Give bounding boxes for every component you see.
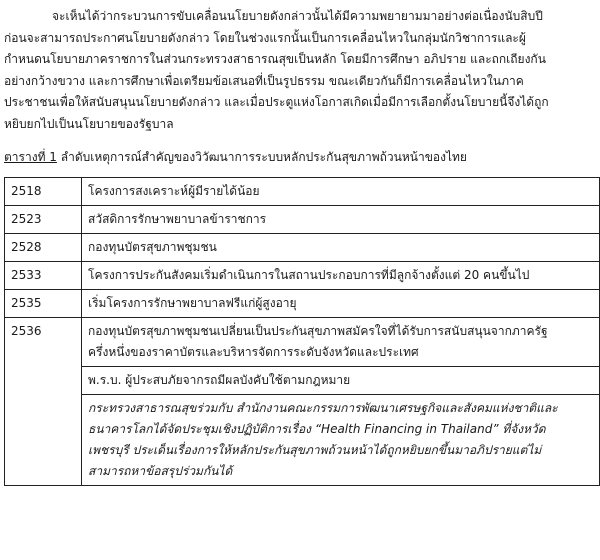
intro-line: ก่อนจะสามารถประกาศนโยบายดังกล่าว โดยในช่วงแรกนั้นเป็นการเคลื่อนไหวในกลุ่มนักวิชาการและผู้ xyxy=(4,30,526,45)
event-cell xyxy=(82,178,600,206)
event-text: โครงการประกันสังคมเริ่มดำเนินการในสถานประกอบการที่มีลูกจ้างตั้งแต่ 20 คนขึ้นไป xyxy=(88,268,530,282)
table-caption xyxy=(4,147,594,167)
event-text: กองทุนบัตรสุขภาพชุมชนเปลี่ยนเป็นประกันสุขภาพสมัครใจที่ได้รับการสนับสนุนจากภาครัฐ xyxy=(88,324,548,338)
timeline-table xyxy=(4,177,600,486)
event-divider xyxy=(82,394,599,395)
event-divider xyxy=(82,366,599,367)
event-text: ครึ่งหนึ่งของราคาบัตรและบริหารจัดการระดับจังหวัดและประเทศ xyxy=(88,345,419,359)
table-row xyxy=(5,234,600,262)
event-text: กระทรวงสาธารณสุขร่วมกับ สำนักงานคณะกรรมการพัฒนาเศรษฐกิจและสังคมแห่งชาติและ xyxy=(88,401,558,415)
event-cell xyxy=(82,290,600,318)
year-cell: 2535 xyxy=(5,290,82,318)
table-row xyxy=(5,178,600,206)
event-cell xyxy=(82,318,600,486)
intro-line: อย่างกว้างขวาง และการศึกษาเพื่อเตรียมข้อเสนอที่เป็นรูปธรรม ขณะเดียวกันก็มีการเคลื่อนไหวในภาค xyxy=(4,73,524,88)
intro-line: จะเห็นได้ว่ากระบวนการขับเคลื่อนนโยบายดังกล่าวนั้นได้มีความพยายามมาอย่างต่อเนื่องนับสิบปี xyxy=(52,9,543,23)
event-text: สวัสดิการรักษาพยาบาลข้าราชการ xyxy=(88,212,267,226)
intro-line: ประชาชนเพื่อให้สนับสนุนนโยบายดังกล่าว และเมื่อประตูแห่งโอกาสเกิดเมื่อมีการเลือกตั้งนโยบายนี้จึงได้ถูก xyxy=(4,95,549,109)
event-cell xyxy=(82,262,600,290)
intro-paragraph xyxy=(4,6,594,135)
year-cell: 2523 xyxy=(5,206,82,234)
year-cell: 2518 xyxy=(5,178,82,206)
intro-line: หยิบยกไปเป็นนโยบายของรัฐบาล xyxy=(4,116,174,131)
event-text: กองทุนบัตรสุขภาพชุมชน xyxy=(88,240,217,254)
event-text: ธนาคารโลกได้จัดประชุมเชิงปฏิบัติการเรื่อง “Health Financing in Thailand” ที่จังหวัด xyxy=(88,422,546,436)
table-reference-link[interactable]: ตารางที่ 1 xyxy=(4,150,57,164)
intro-line: กำหนดนโยบายภาคราชการในส่วนกระทรวงสาธารณสุขเป็นหลัก โดยมีการศึกษา อภิปราย และถกเถียงกัน xyxy=(4,52,546,66)
event-cell xyxy=(82,206,600,234)
event-text: โครงการสงเคราะห์ผู้มีรายได้น้อย xyxy=(88,184,260,198)
table-row xyxy=(5,206,600,234)
event-text: เริ่มโครงการรักษาพยาบาลฟรีแก่ผู้สูงอายุ xyxy=(88,296,297,310)
table-caption-text: ลำดับเหตุการณ์สำคัญของวิวัฒนาการระบบหลักประกันสุขภาพถ้วนหน้าของไทย xyxy=(56,150,467,164)
table-row xyxy=(5,318,600,486)
event-cell xyxy=(82,234,600,262)
year-cell: 2536 xyxy=(5,318,82,486)
year-cell: 2528 xyxy=(5,234,82,262)
event-text: เพชรบุรี ประเด็นเรื่องการให้หลักประกันสุขภาพถ้วนหน้าได้ถูกหยิบยกขึ้นมาอภิปรายแต่ไม่ xyxy=(88,443,542,457)
table-row xyxy=(5,290,600,318)
event-text: สามารถหาข้อสรุปร่วมกันได้ xyxy=(88,464,233,478)
event-text: พ.ร.บ. ผู้ประสบภัยจากรถมีผลบังคับใช้ตามกฎหมาย xyxy=(88,373,351,387)
year-cell: 2533 xyxy=(5,262,82,290)
table-row xyxy=(5,262,600,290)
